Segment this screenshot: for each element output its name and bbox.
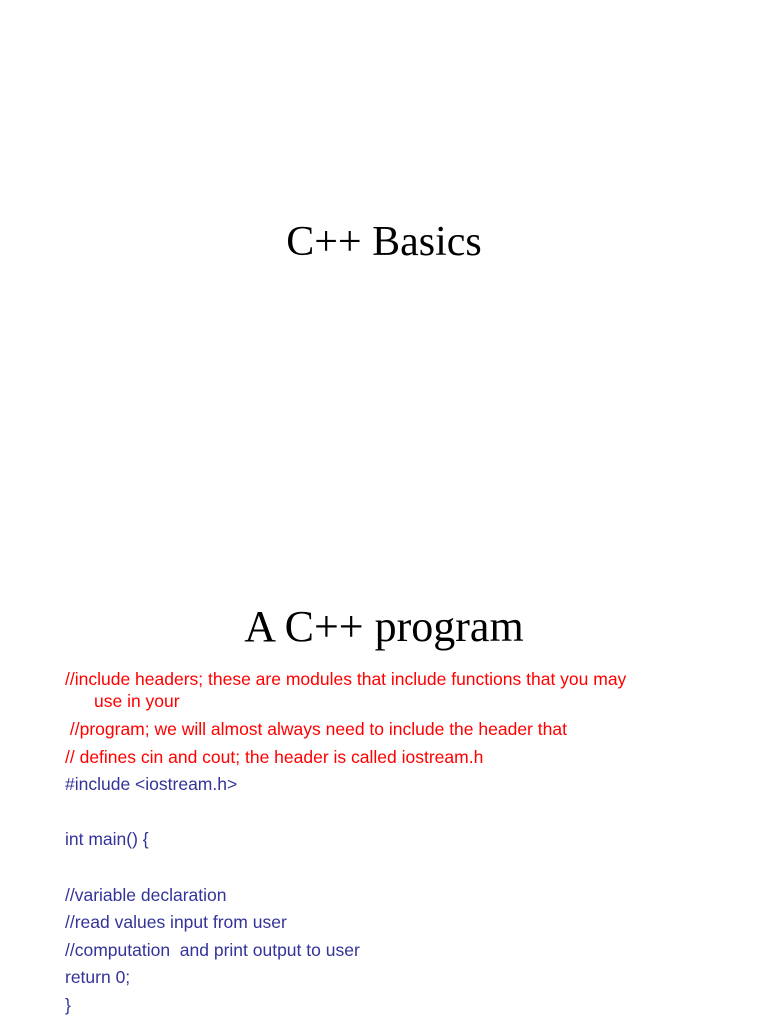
slide-program [0,576,768,1024]
include-line: #include <iostream.h> [65,774,238,794]
code-comment-line: //computation and print output to user [65,940,360,960]
comment-line: //program; we will almost always need to include the header that [65,719,567,739]
comment-line: //include headers; these are modules that include functions that you may [65,669,627,689]
code-comment-line: //read values input from user [65,912,287,932]
main-signature-line: int main() { [65,829,149,849]
closing-brace-line: } [65,995,71,1015]
return-line: return 0; [65,967,131,987]
comment-line: use in your [94,691,180,711]
program-heading: A C++ program [244,602,524,651]
comment-line: // defines cin and cout; the header is called iostream.h [65,747,484,767]
code-comment-line: //variable declaration [65,885,227,905]
slide-title-heading: C++ Basics [286,219,482,265]
